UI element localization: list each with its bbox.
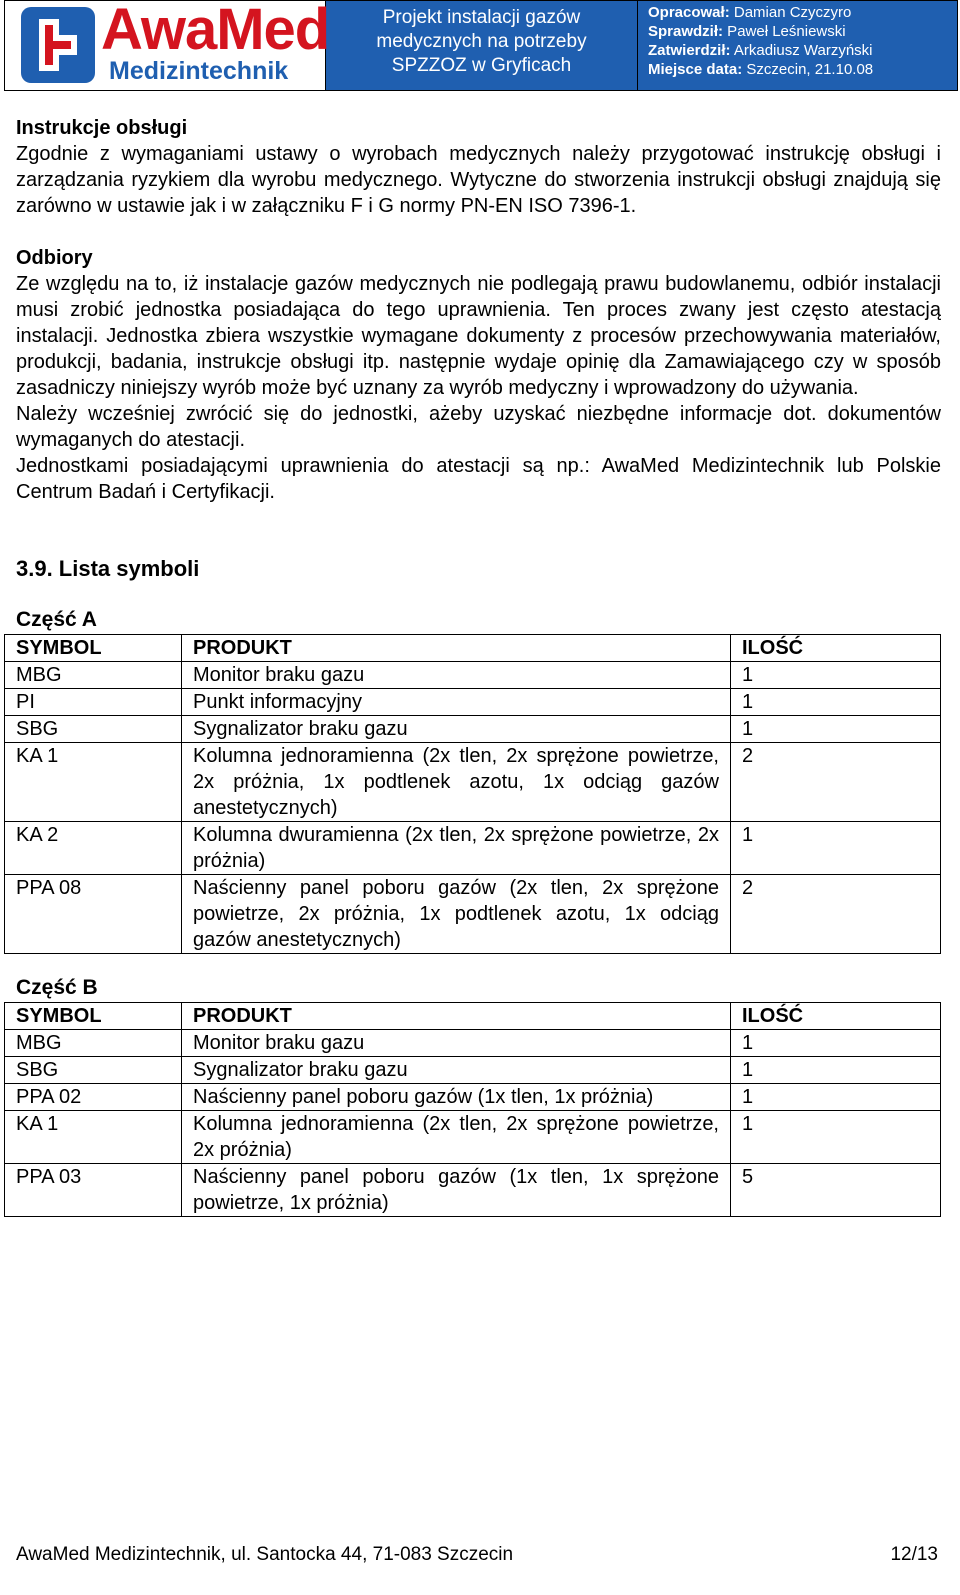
page-number: 12/13: [890, 1544, 938, 1565]
cell-quantity: 2: [731, 743, 941, 822]
cell-quantity: 1: [731, 716, 941, 743]
header-quantity: ILOŚĆ: [731, 635, 941, 662]
cell-quantity: 1: [731, 1084, 941, 1111]
cell-quantity: 1: [731, 1057, 941, 1084]
cell-quantity: 5: [731, 1164, 941, 1217]
table-header-row: [5, 635, 941, 662]
logo-wordmark: AwaMed: [101, 0, 330, 62]
cell-symbol: SBG: [5, 716, 182, 743]
paragraph-instrukcje: Zgodnie z wymaganiami ustawy o wyrobach medycznych należy przygotować instrukcję obsługi i zarządzania ryzykiem dla wyrobu medycznego. Wytyczne do stworzenia instrukcji obsługi znajdują się zarówno w ustawie jak i w załączniku F i G normy PN-EN ISO 7396-1.: [16, 143, 941, 217]
cell-product: Naścienny panel poboru gazów (2x tlen, 2x sprężone powietrze, 2x próżnia, 1x podtlenek azotu, 1x odciąg gazów anestetycznych): [182, 875, 731, 954]
cell-product: Sygnalizator braku gazu: [182, 716, 731, 743]
cell-product: Kolumna jednoramienna (2x tlen, 2x sprężone powietrze, 2x próżnia): [182, 1111, 731, 1164]
part-a-title: Część A: [16, 608, 97, 631]
header-quantity: ILOŚĆ: [731, 1003, 941, 1030]
table-row: [5, 743, 941, 822]
table-row: [5, 1164, 941, 1217]
cell-symbol: KA 2: [5, 822, 182, 875]
cell-symbol: MBG: [5, 662, 182, 689]
heading-odbiory: Odbiory: [16, 247, 93, 269]
page-header: [4, 0, 958, 91]
paragraph-odbiory-2: Należy wcześniej zwrócić się do jednostki, ażeby uzyskać niezbędne informacje dot. dokumentów wymaganych do atestacji.: [16, 403, 941, 451]
info-place-date: Miejsce data: Szczecin, 21.10.08: [648, 61, 874, 78]
cell-quantity: 2: [731, 875, 941, 954]
heading-instrukcje: Instrukcje obsługi: [16, 117, 188, 139]
cell-symbol: KA 1: [5, 1111, 182, 1164]
cell-product: Kolumna jednoramienna (2x tlen, 2x sprężone powietrze, 2x próżnia, 1x podtlenek azotu, 1x odciąg gazów anestetycznych): [182, 743, 731, 822]
part-b-title: Część B: [16, 976, 98, 999]
project-title-line: medycznych na potrzeby: [376, 31, 587, 52]
info-author: Opracował: Damian Czyczyro: [648, 4, 852, 21]
cell-product: Kolumna dwuramienna (2x tlen, 2x sprężone powietrze, 2x próżnia): [182, 822, 731, 875]
header-symbol: SYMBOL: [5, 635, 182, 662]
table-row: [5, 689, 941, 716]
section-title: 3.9. Lista symboli: [16, 556, 200, 581]
table-row: [5, 1057, 941, 1084]
footer-address: AwaMed Medizintechnik, ul. Santocka 44, 71-083 Szczecin: [16, 1544, 514, 1565]
project-title-line: Projekt instalacji gazów: [382, 7, 581, 28]
table-row: [5, 1030, 941, 1057]
cell-product: Monitor braku gazu: [182, 1030, 731, 1057]
symbol-table-part-b: [4, 1002, 941, 1217]
info-approver: Zatwierdził: Arkadiusz Warzyński: [648, 42, 873, 59]
table-row: [5, 716, 941, 743]
table-header-row: [5, 1003, 941, 1030]
cell-symbol: PPA 08: [5, 875, 182, 954]
cell-product: Monitor braku gazu: [182, 662, 731, 689]
page-footer: [16, 1543, 938, 1567]
cell-quantity: 1: [731, 1111, 941, 1164]
cell-symbol: KA 1: [5, 743, 182, 822]
cell-symbol: SBG: [5, 1057, 182, 1084]
cell-symbol: PI: [5, 689, 182, 716]
symbol-table-part-a: [4, 634, 941, 954]
cell-symbol: PPA 02: [5, 1084, 182, 1111]
paragraph-odbiory-3: Jednostkami posiadającymi uprawnienia do atestacji są np.: AwaMed Medizintechnik lub Polskie Centrum Badań i Certyfikacji.: [16, 455, 941, 503]
cell-product: Punkt informacyjny: [182, 689, 731, 716]
table-row: [5, 1084, 941, 1111]
info-checker: Sprawdził: Paweł Leśniewski: [648, 23, 846, 40]
awamed-logo-icon: [19, 5, 97, 85]
header-symbol: SYMBOL: [5, 1003, 182, 1030]
header-product: PRODUKT: [182, 635, 731, 662]
cell-symbol: PPA 03: [5, 1164, 182, 1217]
cell-quantity: 1: [731, 689, 941, 716]
project-title: [326, 1, 638, 90]
table-row: [5, 822, 941, 875]
cell-quantity: 1: [731, 662, 941, 689]
company-logo: [5, 0, 330, 90]
cell-quantity: 1: [731, 822, 941, 875]
table-row: [5, 1111, 941, 1164]
paragraph-odbiory-1: Ze względu na to, iż instalacje gazów medycznych nie podlegają prawu budowlanemu, odbiór instalacji musi zrobić jednostka posiadająca do tego uprawnienia. Ten proces zwany jest często atestacją instalacji. Jednostka zbiera wszystkie wymagane dokumenty z procesów przechowywania materiałów, produkcji, badania, instrukcje obsługi itp. następnie wydaje opinię dla Zamawiającego czy w sposób zasadniczy niniejszy wyrób może być uznany za wyrób medyczny i wprowadzony do używania.: [16, 273, 941, 399]
project-title-line: SPZZOZ w Gryficach: [391, 55, 572, 76]
cell-product: Naścienny panel poboru gazów (1x tlen, 1x próżnia): [182, 1084, 731, 1111]
table-row: [5, 662, 941, 689]
document-info: [638, 1, 957, 90]
document-body: [16, 115, 941, 505]
cell-quantity: 1: [731, 1030, 941, 1057]
logo-subtitle: Medizintechnik: [109, 57, 289, 85]
cell-symbol: MBG: [5, 1030, 182, 1057]
cell-product: Naścienny panel poboru gazów (1x tlen, 1x sprężone powietrze, 1x próżnia): [182, 1164, 731, 1217]
table-row: [5, 875, 941, 954]
header-product: PRODUKT: [182, 1003, 731, 1030]
cell-product: Sygnalizator braku gazu: [182, 1057, 731, 1084]
